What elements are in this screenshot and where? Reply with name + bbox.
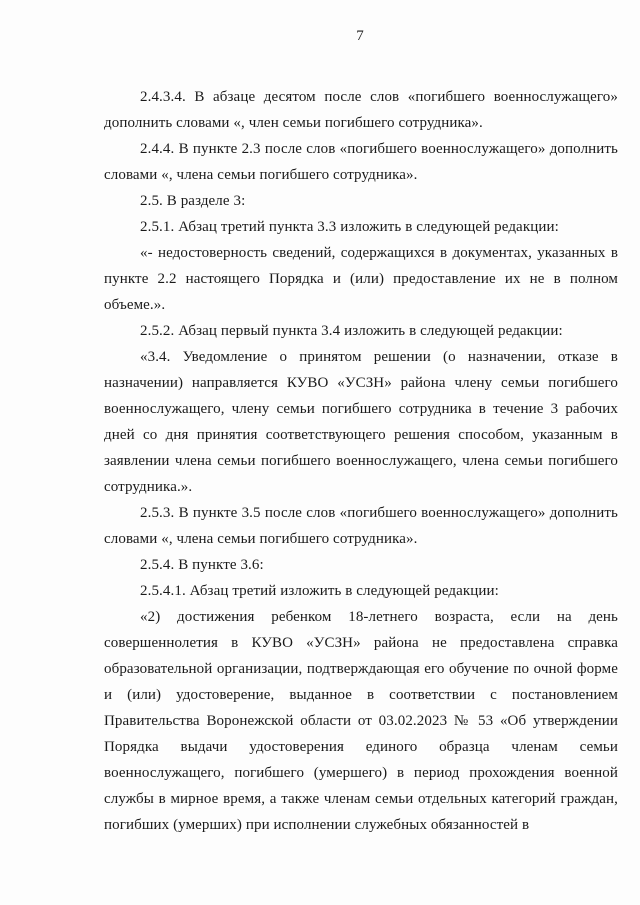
page-number: 7 [356, 28, 364, 44]
paragraph-quote-item-2: «2) достижения ребенком 18-летнего возраста, если на день совершеннолетия в КУВО «УСЗН» района не предоставлена справка образовательной организации, подтверждающая его обучение по очной форме и (или) удостоверение, выданное в соответствии с постановлением Правительства Воронежской области от 03.02.2023 № 53 «Об утверждении Порядка выдачи удостоверения единого образца членам семьи военнослужащего, погибшего (умершего) в период прохождения военной службы в мирное время, а также членам семьи отдельных категорий граждан, погибших (умерших) при исполнении служебных обязанностей в [104, 609, 618, 833]
document-body [104, 84, 618, 838]
paragraph-2-5-4-1: 2.5.4.1. Абзац третий изложить в следующей редакции: [140, 583, 499, 599]
paragraph-2-5-3: 2.5.3. В пункте 3.5 после слов «погибшего военнослужащего» дополнить словами «, члена семьи погибшего сотрудника». [104, 505, 618, 547]
paragraph-quote-nedostovernost: «- недостоверность сведений, содержащихся в документах, указанных в пункте 2.2 настоящего Порядка и (или) предоставление их не в полном объеме.». [104, 245, 618, 313]
paragraph-2-5-4: 2.5.4. В пункте 3.6: [140, 557, 264, 573]
paragraph-2-5: 2.5. В разделе 3: [140, 193, 246, 209]
paragraph-2-4-4: 2.4.4. В пункте 2.3 после слов «погибшего военнослужащего» дополнить словами «, члена семьи погибшего сотрудника». [104, 141, 618, 183]
paragraph-2-5-2: 2.5.2. Абзац первый пункта 3.4 изложить в следующей редакции: [140, 323, 563, 339]
paragraph-2-5-1: 2.5.1. Абзац третий пункта 3.3 изложить в следующей редакции: [140, 219, 559, 235]
paragraph-2-4-3-4: 2.4.3.4. В абзаце десятом после слов «погибшего военнослужащего» дополнить словами «, член семьи погибшего сотрудника». [104, 89, 618, 131]
paragraph-quote-3-4: «3.4. Уведомление о принятом решении (о назначении, отказе в назначении) направляется КУВО «УСЗН» района члену семьи погибшего военнослужащего, члену семьи погибшего сотрудника в течение 3 рабочих дней со дня принятия соответствующего решения способом, указанным в заявлении члена семьи погибшего военнослужащего, члена семьи погибшего сотрудника.». [104, 349, 618, 495]
